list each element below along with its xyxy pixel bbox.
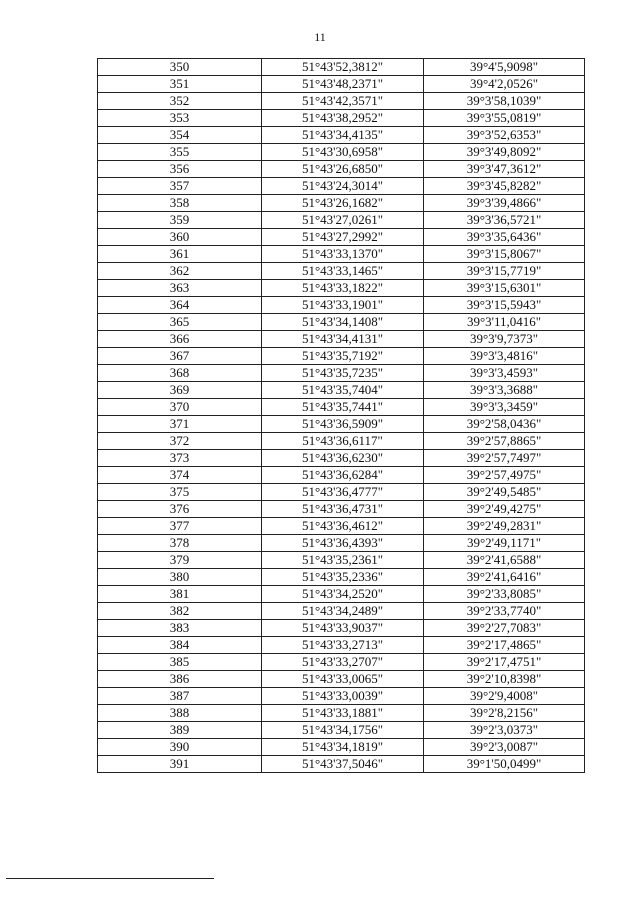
latitude-cell: 51°43'52,3812": [262, 59, 424, 76]
longitude-cell: 39°3'35,6436": [424, 229, 585, 246]
longitude-cell: 39°2'17,4865": [424, 637, 585, 654]
table-row: [98, 569, 585, 586]
table-row: [98, 331, 585, 348]
point-number-cell: 380: [98, 569, 262, 586]
longitude-cell: 39°2'41,6416": [424, 569, 585, 586]
table-row: [98, 722, 585, 739]
point-number-cell: 376: [98, 501, 262, 518]
longitude-cell: 39°2'9,4008": [424, 688, 585, 705]
point-number-cell: 378: [98, 535, 262, 552]
longitude-cell: 39°3'9,7373": [424, 331, 585, 348]
longitude-cell: 39°4'2,0526": [424, 76, 585, 93]
point-number-cell: 387: [98, 688, 262, 705]
point-number-cell: 390: [98, 739, 262, 756]
latitude-cell: 51°43'33,2707": [262, 654, 424, 671]
latitude-cell: 51°43'38,2952": [262, 110, 424, 127]
point-number-cell: 377: [98, 518, 262, 535]
point-number-cell: 379: [98, 552, 262, 569]
latitude-cell: 51°43'36,4777": [262, 484, 424, 501]
point-number-cell: 360: [98, 229, 262, 246]
table-row: [98, 246, 585, 263]
point-number-cell: 391: [98, 756, 262, 773]
table-row: [98, 518, 585, 535]
table-row: [98, 365, 585, 382]
longitude-cell: 39°2'3,0087": [424, 739, 585, 756]
point-number-cell: 358: [98, 195, 262, 212]
point-number-cell: 357: [98, 178, 262, 195]
latitude-cell: 51°43'33,0039": [262, 688, 424, 705]
point-number-cell: 375: [98, 484, 262, 501]
table-row: [98, 348, 585, 365]
longitude-cell: 39°3'58,1039": [424, 93, 585, 110]
longitude-cell: 39°3'45,8282": [424, 178, 585, 195]
table-row: [98, 586, 585, 603]
point-number-cell: 385: [98, 654, 262, 671]
latitude-cell: 51°43'48,2371": [262, 76, 424, 93]
point-number-cell: 374: [98, 467, 262, 484]
table-row: [98, 263, 585, 280]
latitude-cell: 51°43'36,4612": [262, 518, 424, 535]
table-row: [98, 195, 585, 212]
latitude-cell: 51°43'33,0065": [262, 671, 424, 688]
latitude-cell: 51°43'33,1822": [262, 280, 424, 297]
point-number-cell: 388: [98, 705, 262, 722]
latitude-cell: 51°43'34,2520": [262, 586, 424, 603]
longitude-cell: 39°2'49,4275": [424, 501, 585, 518]
table-row: [98, 76, 585, 93]
longitude-cell: 39°3'47,3612": [424, 161, 585, 178]
table-row: [98, 212, 585, 229]
longitude-cell: 39°3'3,4593": [424, 365, 585, 382]
latitude-cell: 51°43'36,6117": [262, 433, 424, 450]
longitude-cell: 39°3'15,6301": [424, 280, 585, 297]
point-number-cell: 382: [98, 603, 262, 620]
latitude-cell: 51°43'36,4393": [262, 535, 424, 552]
point-number-cell: 384: [98, 637, 262, 654]
table-row: [98, 110, 585, 127]
latitude-cell: 51°43'35,7235": [262, 365, 424, 382]
table-row: [98, 178, 585, 195]
table-row: [98, 756, 585, 773]
table-row: [98, 450, 585, 467]
table-row: [98, 501, 585, 518]
latitude-cell: 51°43'36,6230": [262, 450, 424, 467]
latitude-cell: 51°43'35,7441": [262, 399, 424, 416]
latitude-cell: 51°43'33,1901": [262, 297, 424, 314]
longitude-cell: 39°3'15,7719": [424, 263, 585, 280]
longitude-cell: 39°3'39,4866": [424, 195, 585, 212]
longitude-cell: 39°2'10,8398": [424, 671, 585, 688]
latitude-cell: 51°43'26,6850": [262, 161, 424, 178]
longitude-cell: 39°3'49,8092": [424, 144, 585, 161]
longitude-cell: 39°3'15,8067": [424, 246, 585, 263]
latitude-cell: 51°43'26,1682": [262, 195, 424, 212]
latitude-cell: 51°43'34,4131": [262, 331, 424, 348]
point-number-cell: 372: [98, 433, 262, 450]
table-row: [98, 552, 585, 569]
latitude-cell: 51°43'36,4731": [262, 501, 424, 518]
table-row: [98, 127, 585, 144]
table-row: [98, 739, 585, 756]
longitude-cell: 39°2'49,2831": [424, 518, 585, 535]
latitude-cell: 51°43'34,4135": [262, 127, 424, 144]
point-number-cell: 373: [98, 450, 262, 467]
table-row: [98, 671, 585, 688]
latitude-cell: 51°43'33,1881": [262, 705, 424, 722]
point-number-cell: 371: [98, 416, 262, 433]
longitude-cell: 39°2'33,8085": [424, 586, 585, 603]
latitude-cell: 51°43'34,1819": [262, 739, 424, 756]
latitude-cell: 51°43'36,5909": [262, 416, 424, 433]
latitude-cell: 51°43'27,2992": [262, 229, 424, 246]
longitude-cell: 39°1'50,0499": [424, 756, 585, 773]
point-number-cell: 361: [98, 246, 262, 263]
longitude-cell: 39°2'49,5485": [424, 484, 585, 501]
latitude-cell: 51°43'35,2336": [262, 569, 424, 586]
table-row: [98, 229, 585, 246]
latitude-cell: 51°43'34,1408": [262, 314, 424, 331]
point-number-cell: 356: [98, 161, 262, 178]
longitude-cell: 39°2'17,4751": [424, 654, 585, 671]
table-row: [98, 382, 585, 399]
point-number-cell: 389: [98, 722, 262, 739]
table-row: [98, 637, 585, 654]
longitude-cell: 39°3'36,5721": [424, 212, 585, 229]
coordinates-table-body: [98, 59, 585, 773]
point-number-cell: 369: [98, 382, 262, 399]
table-row: [98, 59, 585, 76]
latitude-cell: 51°43'36,6284": [262, 467, 424, 484]
latitude-cell: 51°43'33,1370": [262, 246, 424, 263]
point-number-cell: 364: [98, 297, 262, 314]
table-row: [98, 654, 585, 671]
latitude-cell: 51°43'34,1756": [262, 722, 424, 739]
point-number-cell: 354: [98, 127, 262, 144]
point-number-cell: 362: [98, 263, 262, 280]
point-number-cell: 386: [98, 671, 262, 688]
table-row: [98, 603, 585, 620]
point-number-cell: 353: [98, 110, 262, 127]
latitude-cell: 51°43'24,3014": [262, 178, 424, 195]
point-number-cell: 370: [98, 399, 262, 416]
longitude-cell: 39°3'52,6353": [424, 127, 585, 144]
point-number-cell: 366: [98, 331, 262, 348]
table-row: [98, 484, 585, 501]
longitude-cell: 39°2'57,8865": [424, 433, 585, 450]
longitude-cell: 39°4'5,9098": [424, 59, 585, 76]
table-row: [98, 467, 585, 484]
point-number-cell: 350: [98, 59, 262, 76]
point-number-cell: 383: [98, 620, 262, 637]
table-row: [98, 280, 585, 297]
latitude-cell: 51°43'30,6958": [262, 144, 424, 161]
longitude-cell: 39°2'57,7497": [424, 450, 585, 467]
point-number-cell: 355: [98, 144, 262, 161]
longitude-cell: 39°2'8,2156": [424, 705, 585, 722]
page-number: 11: [314, 30, 326, 44]
footnote-separator: [6, 878, 214, 879]
latitude-cell: 51°43'27,0261": [262, 212, 424, 229]
longitude-cell: 39°2'3,0373": [424, 722, 585, 739]
longitude-cell: 39°2'58,0436": [424, 416, 585, 433]
latitude-cell: 51°43'33,1465": [262, 263, 424, 280]
longitude-cell: 39°3'3,3459": [424, 399, 585, 416]
table-row: [98, 144, 585, 161]
table-row: [98, 399, 585, 416]
table-row: [98, 314, 585, 331]
point-number-cell: 359: [98, 212, 262, 229]
point-number-cell: 381: [98, 586, 262, 603]
latitude-cell: 51°43'37,5046": [262, 756, 424, 773]
coordinates-table: [97, 58, 585, 773]
latitude-cell: 51°43'33,2713": [262, 637, 424, 654]
table-row: [98, 688, 585, 705]
latitude-cell: 51°43'33,9037": [262, 620, 424, 637]
table-row: [98, 620, 585, 637]
latitude-cell: 51°43'42,3571": [262, 93, 424, 110]
table-row: [98, 161, 585, 178]
point-number-cell: 351: [98, 76, 262, 93]
longitude-cell: 39°2'49,1171": [424, 535, 585, 552]
longitude-cell: 39°3'3,3688": [424, 382, 585, 399]
table-row: [98, 416, 585, 433]
longitude-cell: 39°3'55,0819": [424, 110, 585, 127]
latitude-cell: 51°43'35,2361": [262, 552, 424, 569]
table-row: [98, 535, 585, 552]
point-number-cell: 368: [98, 365, 262, 382]
table-row: [98, 297, 585, 314]
longitude-cell: 39°2'57,4975": [424, 467, 585, 484]
point-number-cell: 352: [98, 93, 262, 110]
latitude-cell: 51°43'34,2489": [262, 603, 424, 620]
latitude-cell: 51°43'35,7192": [262, 348, 424, 365]
point-number-cell: 365: [98, 314, 262, 331]
table-row: [98, 705, 585, 722]
longitude-cell: 39°3'3,4816": [424, 348, 585, 365]
longitude-cell: 39°2'27,7083": [424, 620, 585, 637]
latitude-cell: 51°43'35,7404": [262, 382, 424, 399]
longitude-cell: 39°3'11,0416": [424, 314, 585, 331]
longitude-cell: 39°2'33,7740": [424, 603, 585, 620]
point-number-cell: 363: [98, 280, 262, 297]
table-row: [98, 433, 585, 450]
point-number-cell: 367: [98, 348, 262, 365]
longitude-cell: 39°2'41,6588": [424, 552, 585, 569]
table-row: [98, 93, 585, 110]
longitude-cell: 39°3'15,5943": [424, 297, 585, 314]
